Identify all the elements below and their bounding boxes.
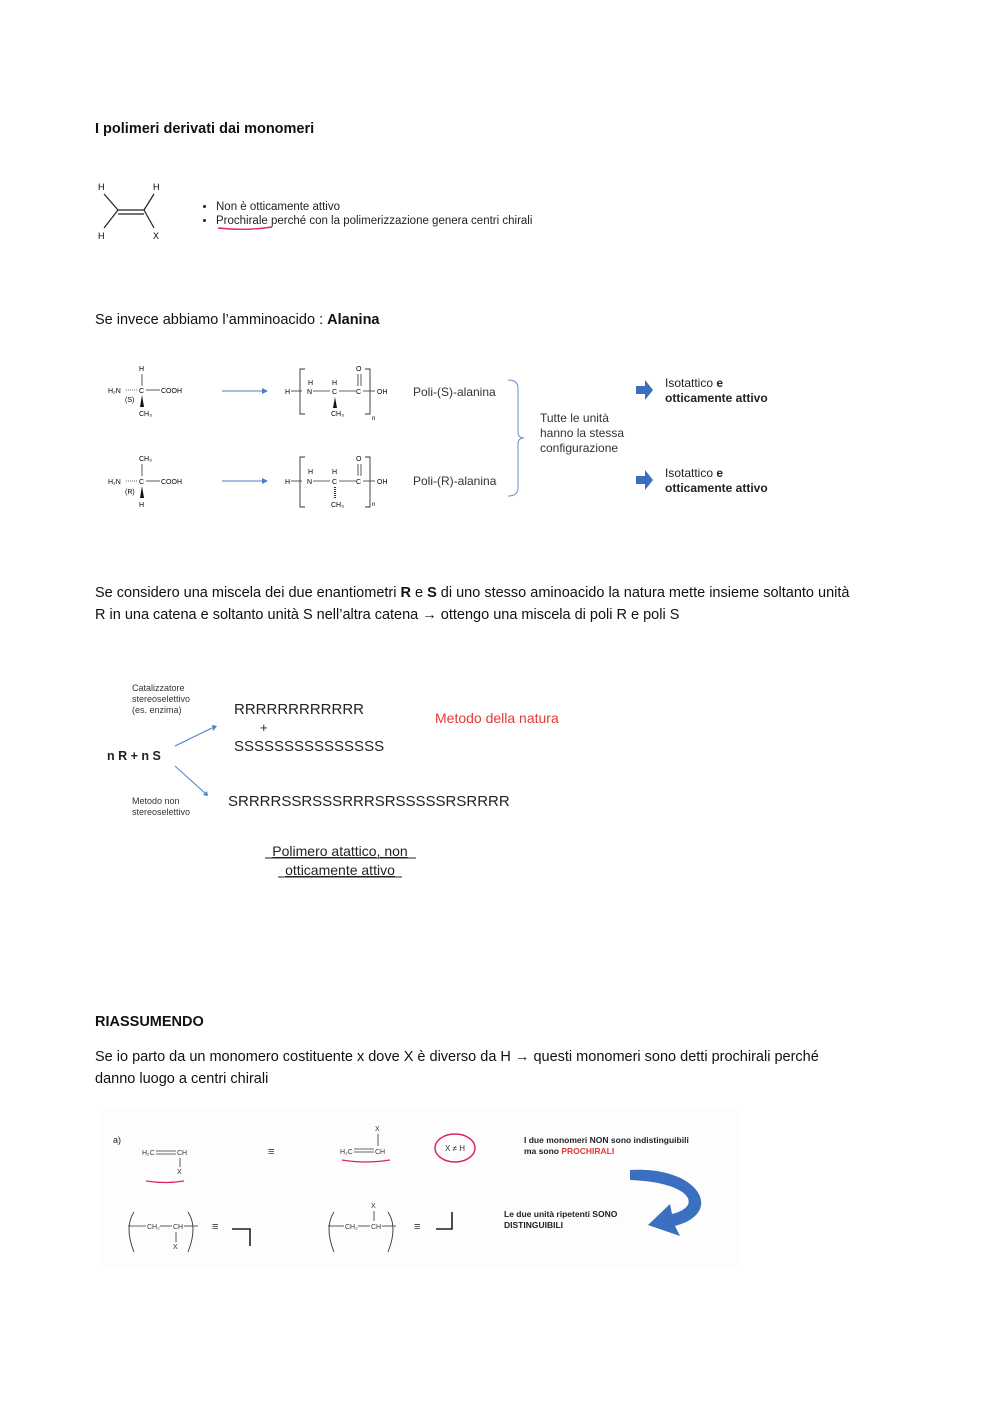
svg-text:COOH: COOH [161, 388, 182, 395]
intro-text: Se invece abbiamo l’amminoacido : [95, 312, 328, 328]
equivalence-sign: ≡ [268, 1146, 275, 1158]
svg-text:n: n [372, 416, 376, 422]
svg-text:O: O [356, 456, 362, 463]
svg-text:H: H [308, 469, 314, 476]
svg-text:H: H [285, 479, 291, 486]
svg-text:C: C [332, 479, 338, 486]
svg-text:X: X [177, 1169, 182, 1176]
svg-text:CH₂: CH₂ [345, 1224, 358, 1231]
poly-s-structure [285, 366, 388, 422]
bullet-item: • Prochirale perché con la polimerizzazione genera centri chirali [216, 214, 532, 228]
underline-mark [216, 224, 276, 232]
svg-text:H: H [139, 366, 145, 373]
svg-text:O: O [356, 366, 362, 373]
svg-text:C: C [139, 388, 145, 395]
result-text-r: Isotattico e [665, 466, 724, 480]
svg-text:H: H [332, 469, 338, 476]
paragraph-line: danno luogo a centri chirali [95, 1071, 269, 1087]
poly-r-structure [285, 456, 388, 509]
atactic-label: Polimero atattico, non [272, 843, 408, 859]
svg-text:C: C [356, 389, 362, 396]
svg-text:H₂C: H₂C [142, 1150, 155, 1157]
alanine-intro [95, 309, 380, 331]
svg-text:H: H [139, 502, 145, 509]
svg-text:N: N [307, 479, 313, 486]
bullet-item: • Non è otticamente attivo [216, 200, 532, 214]
brace-text: hanno la stessa [540, 426, 625, 440]
svg-text:H: H [285, 389, 291, 396]
result-text-s-2: otticamente attivo [665, 391, 768, 405]
atom-h: H [153, 182, 160, 192]
section-title: I polimeri derivati dai monomeri [95, 121, 315, 137]
svg-text:C: C [139, 479, 145, 486]
prochiral-figure [100, 1108, 740, 1268]
figure-label: a) [113, 1135, 122, 1145]
svg-text:C: C [332, 389, 338, 396]
svg-text:H: H [332, 380, 338, 387]
reactants-label: n R + n S [107, 749, 161, 763]
non-method-label: Metodo non [132, 796, 180, 806]
svg-text:(S): (S) [125, 397, 135, 404]
svg-text:CH₃: CH₃ [331, 411, 344, 418]
svg-text:CH₃: CH₃ [139, 456, 152, 463]
svg-text:OH: OH [377, 389, 388, 396]
svg-text:X: X [173, 1244, 178, 1251]
result-arrow-icon [636, 470, 653, 490]
svg-text:≡: ≡ [414, 1221, 421, 1233]
svg-text:CH: CH [177, 1150, 188, 1157]
brace-text: Tutte le unità [540, 411, 609, 425]
alanine-name: Alanina [327, 312, 380, 328]
chain-s: SSSSSSSSSSSSSSS [234, 738, 385, 755]
svg-text:N: N [307, 389, 313, 396]
note-text: Le due unità ripetenti SONO [504, 1209, 618, 1219]
atom-x: X [153, 231, 160, 241]
poly-s-label: Poli-(S)-alanina [413, 385, 496, 399]
result-text-s: Isotattico e [665, 376, 724, 390]
paragraph-line: Se considero una miscela dei due enantiometri R e S di uno stesso aminoacido la natura mette insieme soltanto unità [95, 585, 850, 601]
note-text: DISTINGUIBILI [504, 1220, 564, 1230]
nature-method-label: Metodo della natura [435, 710, 559, 726]
result-text-r-2: otticamente attivo [665, 481, 768, 495]
svg-text:X: X [371, 1203, 376, 1210]
plus-sign: + [260, 720, 268, 735]
result-arrow-icon [636, 380, 653, 400]
atom-h: H [98, 182, 105, 192]
svg-text:CH: CH [371, 1224, 382, 1231]
alanine-polymerization-scheme [100, 358, 790, 518]
x-not-h-label: X ≠ H [445, 1144, 465, 1153]
svg-text:H₂N: H₂N [108, 479, 121, 486]
svg-text:≡: ≡ [212, 1221, 219, 1233]
catalyst-label: (es. enzima) [132, 705, 182, 715]
stereoselective-scheme [100, 678, 600, 888]
chain-r: RRRRRRRRRRRR [234, 701, 364, 718]
note-text: I due monomeri NON sono indistinguibili [524, 1135, 689, 1145]
s-alanine-structure [108, 366, 182, 418]
svg-text:OH: OH [377, 479, 388, 486]
paragraph-line: R in una catena e soltanto unità S nell’altra catena → ottengo una miscela di poli R e poli S [95, 607, 680, 623]
atactic-label: otticamente attivo [285, 862, 395, 878]
summary-heading: RIASSUMENDO [95, 1014, 204, 1030]
enantiomer-paragraph [95, 582, 915, 626]
svg-text:CH: CH [173, 1224, 184, 1231]
svg-text:CH₂: CH₂ [147, 1224, 160, 1231]
catalyst-label: stereoselettivo [132, 694, 191, 704]
svg-text:CH₃: CH₃ [139, 411, 152, 418]
svg-text:CH: CH [375, 1149, 386, 1156]
atom-h: H [98, 231, 105, 241]
svg-text:X: X [375, 1126, 380, 1133]
svg-text:C: C [356, 479, 362, 486]
svg-text:CH₃: CH₃ [331, 502, 344, 509]
r-alanine-structure [108, 456, 182, 509]
non-method-label: stereoselettivo [132, 807, 191, 817]
svg-text:H: H [308, 380, 314, 387]
brace [508, 380, 524, 496]
svg-text:COOH: COOH [161, 479, 182, 486]
paragraph-line: Se io parto da un monomero costituente x dove X è diverso da H → questi monomeri sono detti prochirali perché [95, 1049, 819, 1065]
note-text: ma sono PROCHIRALI [524, 1146, 615, 1156]
vinyl-monomer-structure [90, 178, 180, 246]
catalyst-label: Catalizzatore [132, 683, 185, 693]
svg-text:(R): (R) [125, 489, 135, 496]
svg-text:n: n [372, 502, 376, 508]
svg-text:H₂N: H₂N [108, 388, 121, 395]
random-chain: SRRRRSSRSSSRRRSRSSSSSRSRRRR [228, 793, 510, 810]
brace-text: configurazione [540, 441, 619, 455]
poly-r-label: Poli-(R)-alanina [413, 474, 497, 488]
summary-paragraph [95, 1046, 915, 1090]
svg-text:H₂C: H₂C [340, 1149, 353, 1156]
